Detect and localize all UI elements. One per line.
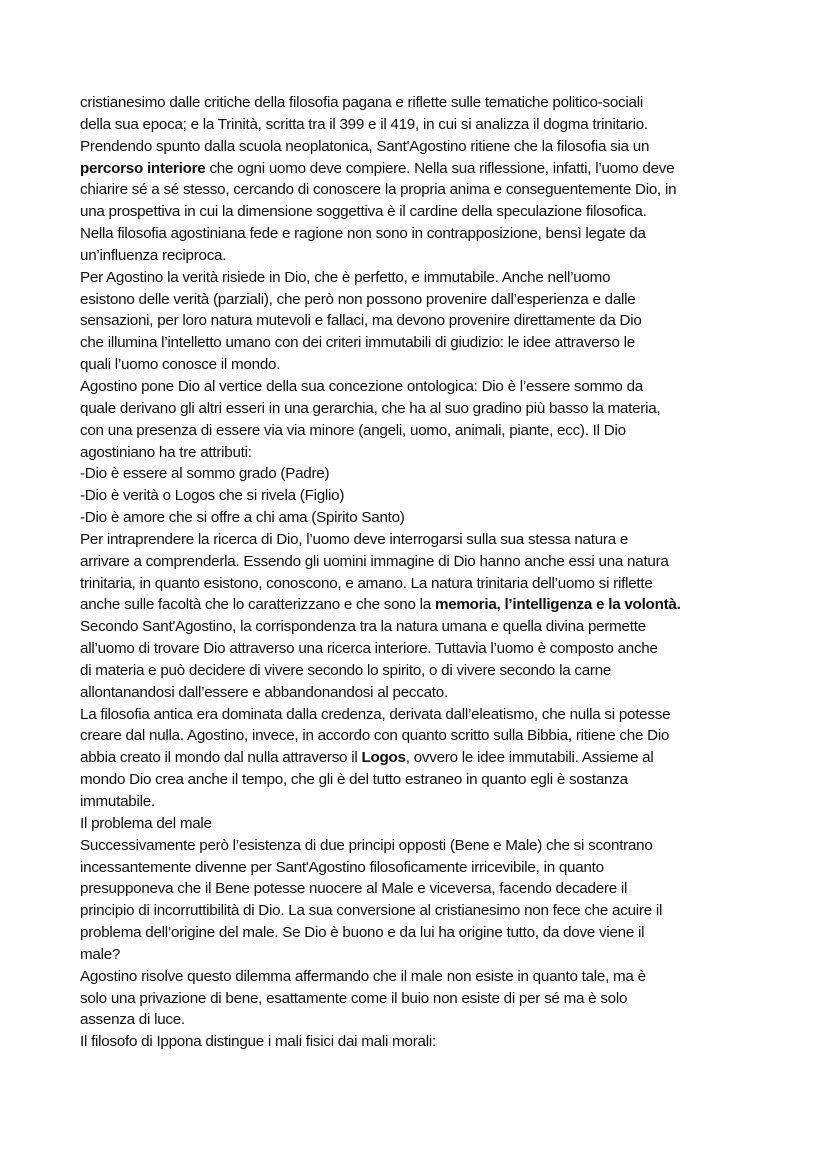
text-line: percorso interiore che ogni uomo deve compiere. Nella sua riflessione, infatti, l’uomo deve: [80, 159, 675, 177]
text-line: problema dell’origine del male. Se Dio è buono e da lui ha origine tutto, da dove viene il: [80, 924, 645, 942]
bold-term: percorso interiore: [80, 159, 206, 177]
text-line: Per Agostino la verità risiede in Dio, che è perfetto, e immutabile. Anche nell’uomo: [80, 268, 611, 286]
text-line: Prendendo spunto dalla scuola neoplatonica, Sant'Agostino ritiene che la filosofia sia un: [80, 137, 650, 155]
text-line: all’uomo di trovare Dio attraverso una ricerca interiore. Tuttavia l’uomo è composto anche: [80, 640, 658, 658]
text-line: trinitaria, in quanto esistono, conoscono, e amano. La natura trinitaria dell’uomo si riflette: [80, 574, 653, 592]
bold-term: Logos: [361, 749, 406, 767]
text-line: chiarire sé a sé stesso, cercando di conoscere la propria anima e conseguentemente Dio, in: [80, 181, 677, 199]
text-line: che illumina l’intelletto umano con dei criteri immutabili di giudizio: le idee attraverso le: [80, 334, 635, 352]
text-line: solo una privazione di bene, esattamente come il buio non esiste di per sé ma è solo: [80, 989, 628, 1007]
list-item: -Dio è verità o Logos che si rivela (Figlio): [80, 487, 345, 505]
text-line: anche sulle facoltà che lo caratterizzano e che sono la memoria, l’intelligenza e la volontà.: [80, 596, 681, 614]
text-line: mondo Dio crea anche il tempo, che gli è del tutto estraneo in quanto egli è sostanza: [80, 771, 628, 789]
text-line: Secondo Sant'Agostino, la corrispondenza tra la natura umana e quella divina permette: [80, 618, 646, 636]
text-line: una prospettiva in cui la dimensione soggettiva è il cardine della speculazione filosofica.: [80, 203, 647, 221]
text-line: Agostino pone Dio al vertice della sua concezione ontologica: Dio è l’essere sommo da: [80, 377, 643, 395]
text-line: immutabile.: [80, 793, 155, 810]
text-line: male?: [80, 945, 121, 963]
section-heading: Il problema del male: [80, 814, 212, 832]
text-line: un’influenza reciproca.: [80, 246, 227, 264]
text-line: Agostino risolve questo dilemma affermando che il male non esiste in quanto tale, ma è: [80, 967, 646, 985]
bold-term: memoria, l’intelligenza e la volontà.: [434, 596, 681, 614]
text-line: sensazioni, per loro natura mutevoli e fallaci, ma devono provenire direttamente da Dio: [80, 312, 642, 330]
list-item: -Dio è amore che si offre a chi ama (Spirito Santo): [80, 509, 405, 527]
text-line: creare dal nulla. Agostino, invece, in accordo con quanto scritto sulla Bibbia, ritiene che Dio: [80, 727, 670, 745]
text-line: abbia creato il mondo dal nulla attraverso il Logos, ovvero le idee immutabili. Assieme al: [80, 749, 654, 767]
text-line: La filosofia antica era dominata dalla credenza, derivata dall’eleatismo, che nulla si potesse: [80, 705, 671, 723]
text-line: Nella filosofia agostiniana fede e ragione non sono in contrapposizione, bensì legate da: [80, 225, 646, 243]
text-line: presupponeva che il Bene potesse nuocere al Male e viceversa, facendo decadere il: [80, 880, 628, 898]
text-line: arrivare a comprenderla. Essendo gli uomini immagine di Dio hanno anche essi una natura: [80, 552, 669, 570]
text-line: Successivamente però l’esistenza di due principi opposti (Bene e Male) che si scontrano: [80, 836, 653, 854]
text-line: agostiniano ha tre attributi:: [80, 443, 252, 461]
text-line: cristianesimo dalle critiche della filosofia pagana e riflette sulle tematiche politico-sociali: [80, 94, 643, 111]
list-item: -Dio è essere al sommo grado (Padre): [80, 465, 330, 483]
text-line: principio di incorruttibilità di Dio. La sua conversione al cristianesimo non fece che acuire il: [80, 902, 663, 920]
text-line: allontanandosi dall’essere e abbandonandosi al peccato.: [80, 683, 448, 701]
text-line: Il filosofo di Ippona distingue i mali fisici dai mali morali:: [80, 1033, 436, 1051]
document-page: [80, 92, 760, 1053]
text-line: con una presenza di essere via via minore (angeli, uomo, animali, piante, ecc). Il Dio: [80, 421, 626, 439]
text-line: assenza di luce.: [80, 1011, 185, 1029]
text-line: incessantemente divenne per Sant'Agostino filosoficamente irricevibile, in quanto: [80, 858, 604, 876]
text-line: esistono delle verità (parziali), che però non possono provenire dall’esperienza e dalle: [80, 290, 636, 308]
text-line: della sua epoca; e la Trinità, scritta tra il 399 e il 419, in cui si analizza il dogma trinitario.: [80, 115, 648, 133]
text-line: quali l’uomo conosce il mondo.: [80, 356, 281, 374]
text-line: di materia e può decidere di vivere secondo lo spirito, o di vivere secondo la carne: [80, 661, 612, 679]
text-line: Per intraprendere la ricerca di Dio, l’uomo deve interrogarsi sulla sua stessa natura e: [80, 530, 629, 548]
text-line: quale derivano gli altri esseri in una gerarchia, che ha al suo gradino più basso la materia,: [80, 399, 661, 417]
